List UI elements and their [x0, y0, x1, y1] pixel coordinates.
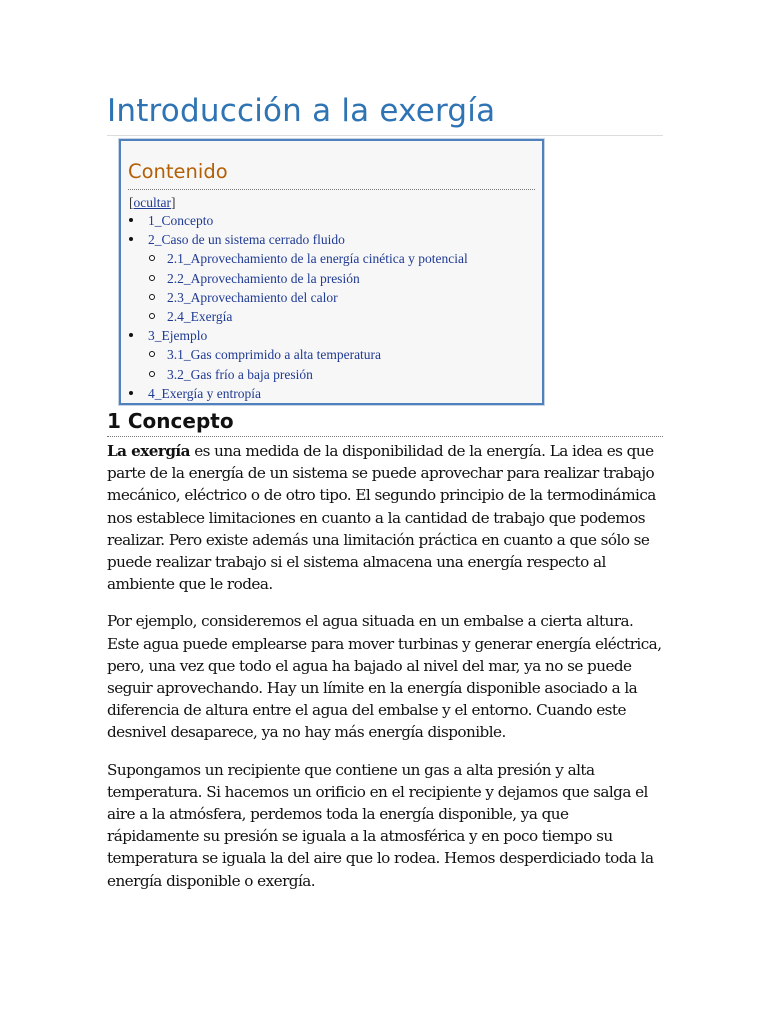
section-heading: 1 Concepto: [107, 406, 663, 437]
toc-link-presion[interactable]: 2.2_Aprovechamiento de la presión: [167, 270, 360, 286]
paragraph-2: Por ejemplo, consideremos el agua situada en un embalse a cierta altura. Este agua puede emplearse para mover turbinas y generar energía eléctrica, pero, una vez que todo el agua ha bajado al nivel del mar, ya no se puede seguir aprovechando. Hay un límite en la energía disponible asociado a la diferencia de altura entre el agua del embalse y el entorno. Cuando este desnivel desaparece, ya no hay más energía disponible.: [107, 612, 662, 742]
toc-link-ejemplo[interactable]: 3_Ejemplo: [148, 328, 208, 344]
toc-sublist: [148, 345, 535, 383]
document-page: [107, 90, 663, 890]
toc-heading: Contenido: [128, 155, 535, 190]
section-concepto: [107, 406, 663, 907]
toc-item: [128, 211, 535, 230]
toc-subitem: [148, 249, 535, 268]
toc-link-concepto[interactable]: 1_Concepto: [148, 213, 214, 228]
page-title: Introducción a la exergía: [107, 90, 663, 136]
toc-toggle: [128, 194, 535, 211]
paragraph-1-text: es una medida de la disponibilidad de la energía. La idea es que parte de la energía de un sistema se puede aprovechar para realizar trabajo mecánico, eléctrico o de otro tipo. El segundo principio de la termodinámica nos establece limitaciones en cuanto a la cantidad de trabajo que podemos realizar. Pero existe además una limitación práctica en cuanto a que sólo se puede realizar trabajo si el sistema almacena una energía respecto al ambiente que le rodea.: [107, 442, 656, 594]
toc-toggle-bracket-close: ]: [170, 195, 176, 210]
toc-subitem: [148, 269, 535, 288]
toc-sublist: [148, 249, 535, 326]
toc-link-caso-sistema-cerrado[interactable]: 2_Caso de un sistema cerrado fluido: [148, 232, 345, 248]
toc-item: [128, 384, 535, 403]
toc-hide-link[interactable]: ocultar: [133, 195, 171, 210]
toc-item: [128, 230, 535, 326]
toc-item: [128, 326, 535, 384]
toc-link-calor[interactable]: 2.3_Aprovechamiento del calor: [167, 289, 338, 305]
paragraph-1: [107, 440, 663, 595]
toc-list: [128, 211, 535, 403]
toc-link-gas-comprimido[interactable]: 3.1_Gas comprimido a alta temperatura: [167, 347, 382, 363]
toc-link-gas-frio[interactable]: 3.2_Gas frío a baja presión: [167, 366, 313, 382]
toc-link-exergia-entropia[interactable]: 4_Exergía y entropía: [148, 385, 261, 401]
toc-subitem: [148, 288, 535, 307]
toc-subitem: [148, 307, 535, 326]
toc-toggle-bracket-open: [: [129, 195, 134, 210]
toc-subitem: [148, 345, 535, 364]
paragraph-3: Supongamos un recipiente que contiene un gas a alta presión y alta temperatura. Si hacemos un orificio en el recipiente y dejamos que salga el aire a la atmósfera, perdemos toda la energía disponible, ya que rápidamente su presión se iguala a la atmosférica y en poco tiempo su temperatura se iguala la del aire que lo rodea. Hemos desperdiciado toda la energía disponible o exergía.: [107, 760, 654, 890]
toc-subitem: [148, 365, 535, 384]
toc-link-exergia[interactable]: 2.4_Exergía: [167, 309, 233, 325]
toc-link-energia-cinetica[interactable]: 2.1_Aprovechamiento de la energía cinética y potencial: [167, 251, 468, 267]
table-of-contents: [119, 139, 544, 405]
term-exergia: La exergía: [107, 442, 190, 460]
